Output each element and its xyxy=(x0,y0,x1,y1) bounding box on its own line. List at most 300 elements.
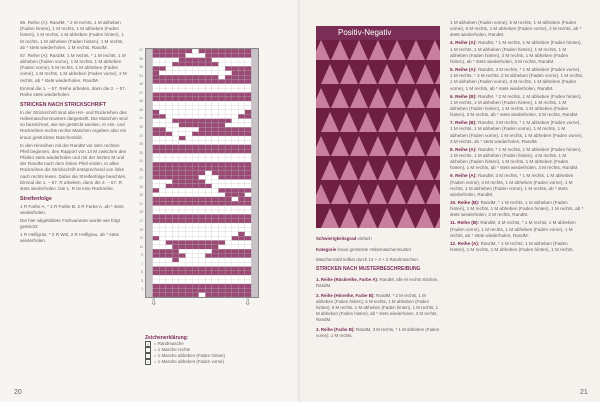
chart-cell xyxy=(251,71,258,75)
chart-cell xyxy=(232,171,239,175)
chart-cell xyxy=(251,62,258,66)
chart-cell xyxy=(166,66,173,70)
chart-cell xyxy=(218,249,225,253)
chart-cell xyxy=(159,53,166,57)
chart-cell xyxy=(225,110,232,114)
chart-cell xyxy=(218,262,225,266)
chart-cell xyxy=(238,249,245,253)
chart-cell xyxy=(166,267,173,271)
chart-cell xyxy=(225,280,232,284)
chart-cell xyxy=(218,227,225,231)
chart-cell xyxy=(159,236,166,240)
chart-row-number: 27 xyxy=(139,176,143,181)
legend-label: = 1 Masche rechts xyxy=(154,347,190,352)
chart-cell xyxy=(153,188,160,192)
chart-cell xyxy=(153,149,160,153)
legend-symbol: - xyxy=(145,353,151,359)
chart-cell xyxy=(186,97,193,101)
chart-cell xyxy=(225,214,232,218)
chart-cell xyxy=(205,275,212,279)
chart-cell xyxy=(238,262,245,266)
chart-cell xyxy=(186,79,193,83)
chart-cell xyxy=(245,219,252,223)
chart-cell xyxy=(238,253,245,257)
chart-cell xyxy=(225,158,232,162)
chart-cell xyxy=(251,223,258,227)
chart-cell xyxy=(179,58,186,62)
chart-cell xyxy=(251,253,258,257)
chart-cell xyxy=(245,206,252,210)
legend-title: Zeichenerklärung: xyxy=(145,335,189,341)
chart-cell xyxy=(159,240,166,244)
left-intro-text xyxy=(20,20,128,98)
chart-cell xyxy=(159,119,166,123)
chart-cell xyxy=(232,62,239,66)
chart-cell xyxy=(232,210,239,214)
chart-cell xyxy=(146,58,153,62)
chart-cell xyxy=(159,262,166,266)
chart-cell xyxy=(232,114,239,118)
chart-cell xyxy=(205,232,212,236)
chart-cell xyxy=(205,236,212,240)
chart-cell xyxy=(153,219,160,223)
chart-row-number: 49 xyxy=(139,82,143,87)
chart-cell xyxy=(199,206,206,210)
chart-row-number: 51 xyxy=(139,73,143,78)
chart-cell xyxy=(245,267,252,271)
chart-cell xyxy=(238,136,245,140)
chart-cell xyxy=(166,227,173,231)
chart-cell xyxy=(172,58,179,62)
chart-cell xyxy=(218,219,225,223)
chart-cell xyxy=(172,97,179,101)
chart-cell xyxy=(199,119,206,123)
chart-cell xyxy=(238,75,245,79)
chart-cell xyxy=(153,253,160,257)
chart-cell xyxy=(146,232,153,236)
chart-cell xyxy=(146,275,153,279)
chart-cell xyxy=(205,79,212,83)
chart-cell xyxy=(218,62,225,66)
chart-cell xyxy=(225,293,232,297)
chart-cell xyxy=(146,162,153,166)
chart-cell xyxy=(146,262,153,266)
chart-cell xyxy=(159,258,166,262)
chart-cell xyxy=(218,201,225,205)
row-instruction-label: 10. Reihe (B): xyxy=(450,200,480,206)
chart-cell xyxy=(179,188,186,192)
chart-cell xyxy=(245,162,252,166)
chart-cell xyxy=(212,232,219,236)
chart-cell xyxy=(245,75,252,79)
chart-cell xyxy=(205,175,212,179)
chart-cell xyxy=(192,223,199,227)
chart-cell xyxy=(232,127,239,131)
chart-cell xyxy=(146,123,153,127)
chart-cell xyxy=(205,280,212,284)
chart-cell xyxy=(146,193,153,197)
chart-cell xyxy=(153,193,160,197)
chart-cell xyxy=(232,136,239,140)
chart-row-number: 1 xyxy=(141,287,143,292)
chart-cell xyxy=(166,58,173,62)
row-instruction-text: RandM, * 1 M rechts, 1 M abheben (Faden hinten), 1 M rechts, 1 M abheben (Faden hinten), 1 M rechts, 1 M abheben (Faden hinten), 2 M rechts, 1 M abheben (Faden hinten), ab * stets wiederholen, 3 M rechts, RandM. xyxy=(450,40,582,65)
legend-symbol: = xyxy=(145,359,151,365)
row-instruction-label: 9. Reihe (A): xyxy=(450,173,477,179)
chart-cell xyxy=(153,106,160,110)
chart-cell xyxy=(212,180,219,184)
chart-cell xyxy=(159,275,166,279)
chart-cell xyxy=(179,201,186,205)
chart-cell xyxy=(232,71,239,75)
chart-cell xyxy=(192,101,199,105)
chart-cell xyxy=(199,193,206,197)
chart-cell xyxy=(186,253,193,257)
row-instruction xyxy=(450,94,584,119)
chart-cell xyxy=(251,262,258,266)
chart-cell xyxy=(205,127,212,131)
chart-legend xyxy=(145,335,265,365)
row-instruction xyxy=(450,241,584,253)
chart-cell xyxy=(212,97,219,101)
chart-cell xyxy=(153,49,160,53)
chart-cell xyxy=(172,149,179,153)
chart-cell xyxy=(245,79,252,83)
chart-cell xyxy=(166,258,173,262)
chart-cell xyxy=(238,149,245,153)
chart-cell xyxy=(212,293,219,297)
chart-cell xyxy=(245,93,252,97)
chart-cell xyxy=(218,153,225,157)
chart-cell xyxy=(186,258,193,262)
chart-cell xyxy=(172,175,179,179)
chart-cell xyxy=(159,219,166,223)
chart-cell xyxy=(172,232,179,236)
chart-cell xyxy=(192,184,199,188)
chart-cell xyxy=(179,180,186,184)
row-instruction-label: 1. Reihe (Rückreihe, Farbe A): xyxy=(316,276,379,282)
chart-cell xyxy=(245,171,252,175)
chart-cell xyxy=(232,101,239,105)
chart-cell xyxy=(159,101,166,105)
chart-cell xyxy=(172,288,179,292)
chart-cell xyxy=(232,132,239,136)
chart-row-number: 13 xyxy=(139,236,143,241)
row-instruction xyxy=(450,120,584,145)
chart-cell xyxy=(192,201,199,205)
chart-cell xyxy=(179,223,186,227)
chart-row-number: 39 xyxy=(139,124,143,129)
chart-cell xyxy=(225,79,232,83)
chart-cell xyxy=(146,188,153,192)
chart-cell xyxy=(166,197,173,201)
chart-cell xyxy=(218,240,225,244)
chart-cell xyxy=(192,267,199,271)
stitch-chart-grid xyxy=(146,49,258,297)
chart-cell xyxy=(225,236,232,240)
chart-cell xyxy=(232,288,239,292)
chart-row-number: 23 xyxy=(139,193,143,198)
chart-cell xyxy=(192,253,199,257)
chart-cell xyxy=(218,53,225,57)
description-heading: STRICKEN NACH MUSTERBESCHREIBUNG xyxy=(316,266,421,273)
chart-cell xyxy=(218,280,225,284)
chart-cell xyxy=(159,210,166,214)
chart-cell xyxy=(205,206,212,210)
chart-cell xyxy=(238,193,245,197)
chart-cell xyxy=(212,162,219,166)
chart-cell xyxy=(238,145,245,149)
chart-cell xyxy=(232,197,239,201)
chart-cell xyxy=(192,210,199,214)
chart-cell xyxy=(205,106,212,110)
chart-cell xyxy=(232,75,239,79)
row-instruction-text: RandM, * 2 M rechts, 1 M abheben (Faden hinten), 1 M rechts, 1 M abheben (Faden hinten), 1 M rechts, 1 M abheben (Faden hinten), 1 M rechts, 1 M abheben (Faden hinten), 3 M rechts, ab * stets wiederholen, 3 M rechts, RandM. xyxy=(450,93,582,118)
chart-cell xyxy=(251,84,258,88)
chart-row-number: 17 xyxy=(139,219,143,224)
chart-cell xyxy=(251,206,258,210)
chart-cell xyxy=(186,106,193,110)
chart-cell xyxy=(238,166,245,170)
chart-cell xyxy=(212,188,219,192)
chart-cell xyxy=(212,253,219,257)
chart-cell xyxy=(232,258,239,262)
chart-cell xyxy=(172,132,179,136)
chart-cell xyxy=(199,271,206,275)
chart-cell xyxy=(166,280,173,284)
chart-cell xyxy=(225,284,232,288)
row-instruction-text: RandM, * 1 M rechts, 1 M abheben (Faden hinten), 1 M rechts, 1 M abheben (Faden hinten), 1 M rechts, ab * stets wiederholen, 3 M rechts, RandM. xyxy=(450,200,584,218)
chart-cell xyxy=(199,210,206,214)
row-instruction xyxy=(450,147,584,172)
chart-cell xyxy=(172,280,179,284)
chart-cell xyxy=(153,84,160,88)
chart-cell xyxy=(172,180,179,184)
row-instruction xyxy=(450,200,584,219)
chart-cell xyxy=(166,171,173,175)
chart-cell xyxy=(146,271,153,275)
chart-cell xyxy=(153,236,160,240)
chart-cell xyxy=(146,93,153,97)
chart-cell xyxy=(199,71,206,75)
chart-cell xyxy=(199,258,206,262)
chart-cell xyxy=(199,114,206,118)
chart-cell xyxy=(179,258,186,262)
chart-cell xyxy=(159,267,166,271)
chart-cell xyxy=(166,293,173,297)
caption-line-label: Schwierigkeitsgrad xyxy=(316,236,357,242)
chart-cell xyxy=(172,166,179,170)
chart-row-number: 25 xyxy=(139,184,143,189)
row-instruction-text: RandM, alle M rechts stricken, RandM. xyxy=(316,276,439,288)
chart-cell xyxy=(153,288,160,292)
chart-cell xyxy=(153,136,160,140)
chart-cell xyxy=(238,206,245,210)
chart-cell xyxy=(179,79,186,83)
chart-cell xyxy=(245,136,252,140)
chart-cell xyxy=(232,53,239,57)
chart-cell xyxy=(166,127,173,131)
row-instruction-label: 6. Reihe (B): xyxy=(450,93,477,99)
chart-cell xyxy=(238,219,245,223)
chart-cell xyxy=(146,114,153,118)
chart-cell xyxy=(218,66,225,70)
chart-cell xyxy=(251,101,258,105)
chart-cell xyxy=(245,101,252,105)
chart-cell xyxy=(172,158,179,162)
chart-cell xyxy=(232,97,239,101)
chart-cell xyxy=(192,140,199,144)
chart-cell xyxy=(238,232,245,236)
chart-cell xyxy=(245,288,252,292)
section-heading: Streifenfolge xyxy=(20,196,52,203)
chart-row-number: 5 xyxy=(141,270,143,275)
chart-cell xyxy=(166,132,173,136)
chart-cell xyxy=(205,240,212,244)
section-paragraph: 1 R Helllgras, * 2 R Wol, 2 R Helllgrau, ab * stets wiederholen. xyxy=(20,232,119,244)
chart-cell xyxy=(238,271,245,275)
chart-cell xyxy=(212,66,219,70)
chart-cell xyxy=(205,214,212,218)
chart-cell xyxy=(225,201,232,205)
chart-cell xyxy=(251,140,258,144)
right-pattern-arrow: ⇩ xyxy=(244,297,252,307)
chart-cell xyxy=(153,53,160,57)
chart-cell xyxy=(238,140,245,144)
chart-cell xyxy=(153,280,160,284)
chart-cell xyxy=(172,84,179,88)
chart-cell xyxy=(205,210,212,214)
chart-cell xyxy=(199,58,206,62)
chart-row-number: 55 xyxy=(139,56,143,61)
chart-cell xyxy=(232,79,239,83)
chart-cell xyxy=(238,188,245,192)
chart-cell xyxy=(153,119,160,123)
chart-cell xyxy=(166,240,173,244)
chart-cell xyxy=(166,75,173,79)
chart-cell xyxy=(192,119,199,123)
chart-cell xyxy=(218,101,225,105)
chart-cell xyxy=(245,53,252,57)
chart-cell xyxy=(146,97,153,101)
left-text-column xyxy=(20,20,128,246)
chart-cell xyxy=(205,101,212,105)
chart-cell xyxy=(225,171,232,175)
chart-cell xyxy=(251,201,258,205)
chart-cell xyxy=(186,75,193,79)
chart-cell xyxy=(166,284,173,288)
chart-cell xyxy=(172,62,179,66)
row-instruction xyxy=(450,20,584,39)
chart-cell xyxy=(245,275,252,279)
chart-cell xyxy=(166,193,173,197)
chart-cell xyxy=(232,93,239,97)
chart-cell xyxy=(218,140,225,144)
chart-cell xyxy=(192,62,199,66)
chart-cell xyxy=(179,219,186,223)
chart-cell xyxy=(238,97,245,101)
chart-cell xyxy=(251,214,258,218)
chart-cell xyxy=(212,153,219,157)
chart-cell xyxy=(179,293,186,297)
chart-cell xyxy=(199,188,206,192)
chart-cell xyxy=(238,101,245,105)
chart-row-number: 11 xyxy=(139,244,143,249)
chart-cell xyxy=(153,153,160,157)
chart-cell xyxy=(153,175,160,179)
chart-cell xyxy=(238,62,245,66)
chart-cell xyxy=(245,58,252,62)
chart-cell xyxy=(192,145,199,149)
chart-cell xyxy=(218,223,225,227)
legend-item xyxy=(145,359,265,365)
chart-cell xyxy=(225,93,232,97)
chart-cell xyxy=(186,132,193,136)
row-instruction-label: 11. Reihe (B): xyxy=(450,220,480,226)
chart-cell xyxy=(192,84,199,88)
chart-cell xyxy=(179,267,186,271)
chart-cell xyxy=(232,49,239,53)
chart-cell xyxy=(205,180,212,184)
chart-cell xyxy=(153,245,160,249)
chart-cell xyxy=(205,145,212,149)
chart-cell xyxy=(186,127,193,131)
chart-cell xyxy=(218,206,225,210)
chart-cell xyxy=(146,219,153,223)
chart-cell xyxy=(218,180,225,184)
chart-cell xyxy=(205,253,212,257)
section-paragraph: In der Strickschrift sind alle Hin- und Rückreihen des Hebemaschenmusters dargestellt. Die Maschen sind so bezeichnet, wie sie gestrickt werden. In Hin- und Rückreihen rechts rechte Maschen ergeben also ein kraus gestricktes Maschenbild. xyxy=(20,109,128,140)
chart-cell xyxy=(251,240,258,244)
row-instruction-label: 8. Reihe (A): xyxy=(450,146,477,152)
chart-cell xyxy=(166,188,173,192)
chart-cell xyxy=(212,280,219,284)
chart-cell xyxy=(218,49,225,53)
chart-cell xyxy=(225,188,232,192)
row-instruction-label: 5. Reihe (A): xyxy=(450,67,477,73)
chart-cell xyxy=(199,284,206,288)
chart-cell xyxy=(245,158,252,162)
chart-row-number: 7 xyxy=(141,261,143,266)
chart-cell xyxy=(205,66,212,70)
chart-cell xyxy=(179,171,186,175)
chart-cell xyxy=(146,127,153,131)
chart-cell xyxy=(192,288,199,292)
chart-row-number: 41 xyxy=(139,116,143,121)
chart-cell xyxy=(166,110,173,114)
chart-cell xyxy=(199,127,206,131)
chart-cell xyxy=(172,275,179,279)
chart-cell xyxy=(166,201,173,205)
chart-cell xyxy=(212,136,219,140)
chart-cell xyxy=(192,258,199,262)
chart-cell xyxy=(166,262,173,266)
chart-cell xyxy=(159,284,166,288)
chart-cell xyxy=(172,110,179,114)
chart-cell xyxy=(153,249,160,253)
chart-cell xyxy=(212,132,219,136)
chart-cell xyxy=(225,206,232,210)
chart-cell xyxy=(179,232,186,236)
chart-cell xyxy=(192,114,199,118)
chart-cell xyxy=(245,284,252,288)
chart-cell xyxy=(212,210,219,214)
chart-cell xyxy=(212,197,219,201)
chart-cell xyxy=(212,227,219,231)
chart-cell xyxy=(166,245,173,249)
chart-cell xyxy=(218,214,225,218)
chart-cell xyxy=(245,97,252,101)
